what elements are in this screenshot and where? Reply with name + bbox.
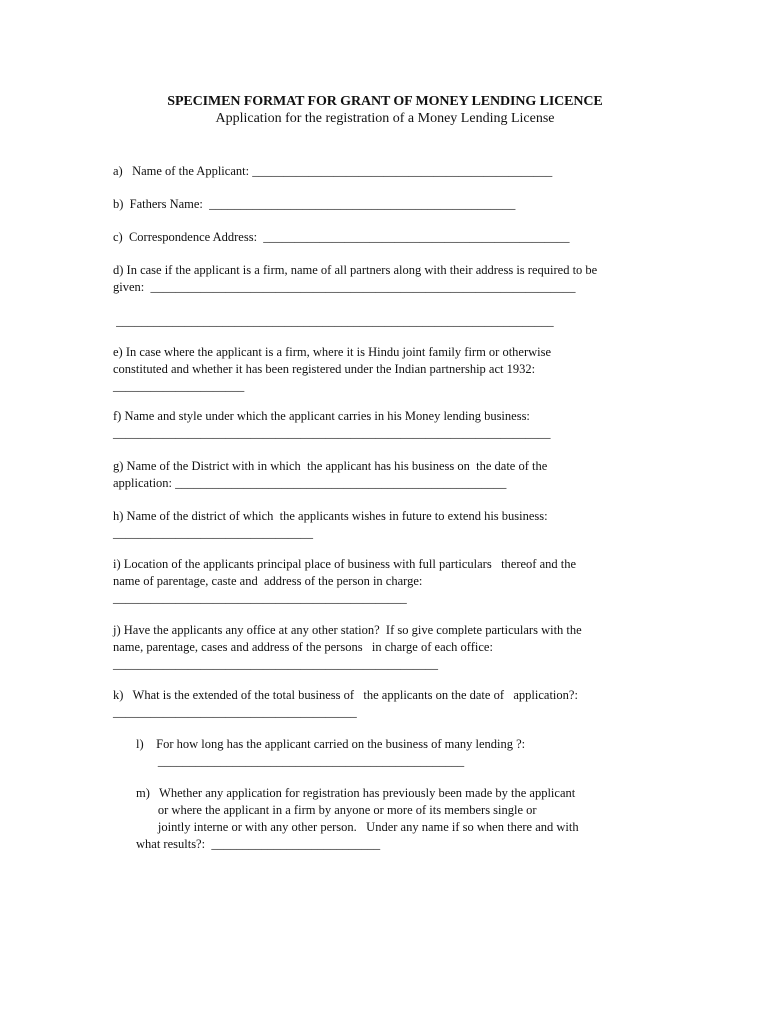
field-partners-input[interactable]: given: ____________________________________________________________________ — [113, 280, 576, 294]
field-firm-type-input[interactable]: _____________________ — [113, 379, 245, 393]
field-previous-application-input[interactable]: what results?: ___________________________ — [136, 837, 381, 851]
field-principal-place-question: i) Location of the applicants principal place of business with full particulars thereof and the — [113, 557, 577, 571]
field-business-style-question: f) Name and style under which the applicant carries in his Money lending business: — [113, 409, 530, 423]
field-previous-application-question-cont: or where the applicant in a firm by anyone or more of its members single or — [136, 803, 537, 817]
field-future-district-question: h) Name of the district of which the applicants wishes in future to extend his business: — [113, 509, 548, 523]
form-header — [0, 94, 770, 127]
field-district-question: g) Name of the District with in which the applicant has his business on the date of the — [113, 459, 548, 473]
field-total-business-input[interactable]: _______________________________________ — [113, 705, 357, 719]
field-principal-place-input[interactable]: _______________________________________________ — [113, 591, 407, 605]
field-total-business-question: k) What is the extended of the total business of the applicants on the date of application?: — [113, 688, 578, 702]
field-firm-type-question: e) In case where the applicant is a firm, where it is Hindu joint family firm or otherwise — [113, 345, 552, 359]
field-other-office-question-cont: name, parentage, cases and address of the persons in charge of each office: — [113, 640, 493, 654]
field-previous-application-question-cont2: jointly interne or with any other person. Under any name if so when there and with — [136, 820, 579, 834]
field-duration-input[interactable]: _________________________________________________ — [136, 754, 465, 768]
field-previous-application-question: m) Whether any application for registration has previously been made by the applicant — [136, 786, 576, 800]
field-partners-question: d) In case if the applicant is a firm, name of all partners along with their address is required to be — [113, 263, 598, 277]
field-correspondence-address[interactable]: c) Correspondence Address: _________________________________________________ — [113, 230, 570, 244]
field-other-office-question: j) Have the applicants any office at any other station? If so give complete particulars with the — [113, 623, 582, 637]
field-firm-type-question-cont: constituted and whether it has been registered under the Indian partnership act 1932: — [113, 362, 536, 376]
field-district-input[interactable]: application: _____________________________________________________ — [113, 476, 507, 490]
field-applicant-name[interactable]: a) Name of the Applicant: ________________________________________________ — [113, 164, 553, 178]
form-title: SPECIMEN FORMAT FOR GRANT OF MONEY LENDING LICENCE — [167, 94, 603, 109]
field-principal-place-question-cont: name of parentage, caste and address of the person in charge: — [113, 574, 423, 588]
field-other-office-input[interactable]: ____________________________________________________ — [113, 657, 438, 671]
field-duration-question: l) For how long has the applicant carried on the business of many lending ?: — [136, 737, 526, 751]
form-subtitle: Application for the registration of a Money Lending License — [215, 111, 555, 126]
field-business-style-input[interactable]: ______________________________________________________________________ — [113, 426, 551, 440]
field-fathers-name[interactable]: b) Fathers Name: _________________________________________________ — [113, 197, 516, 211]
field-future-district-input[interactable]: ________________________________ — [113, 526, 313, 540]
field-partners-input-extra[interactable]: ______________________________________________________________________ — [113, 314, 554, 328]
